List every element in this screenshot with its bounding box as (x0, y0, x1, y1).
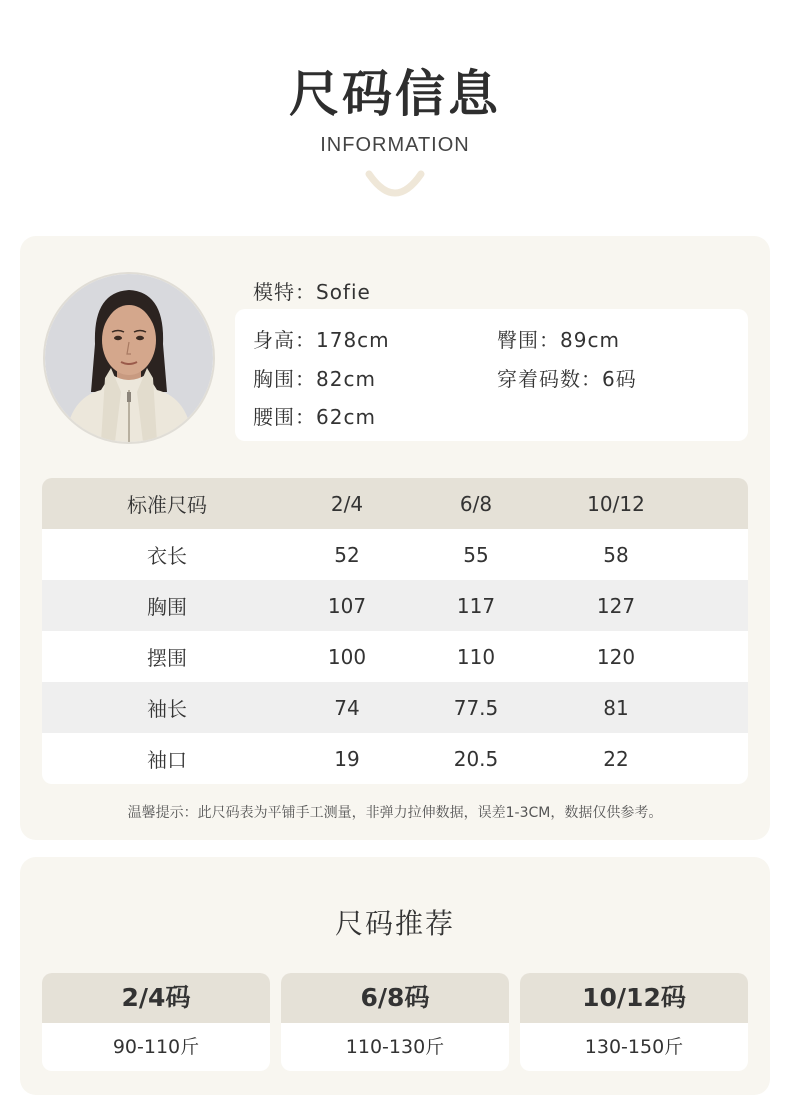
table-cell: 衣长 (42, 529, 292, 580)
model-bust: 胸围：82cm (253, 367, 376, 391)
table-cell-spacer (682, 580, 748, 631)
table-row (42, 580, 748, 631)
table-cell: 袖口 (42, 733, 292, 784)
table-cell-spacer (682, 529, 748, 580)
model-worn-size: 穿着码数：6码 (497, 367, 637, 391)
table-row (42, 529, 748, 580)
page-title: 尺码信息 (289, 65, 501, 123)
recommend-item (281, 973, 509, 1071)
table-cell-spacer (682, 631, 748, 682)
table-cell: 127 (550, 580, 682, 631)
table-cell: 22 (550, 733, 682, 784)
smile-decoration (363, 168, 427, 202)
size-table-header-spacer (682, 478, 748, 529)
model-avatar (43, 272, 215, 444)
table-cell: 100 (292, 631, 402, 682)
recommend-item (42, 973, 270, 1071)
recommend-size: 10/12码 (520, 973, 748, 1023)
table-cell: 胸围 (42, 580, 292, 631)
size-table-header: 6/8 (402, 478, 550, 529)
recommend-weight: 130-150斤 (584, 1036, 684, 1058)
table-cell: 20.5 (402, 733, 550, 784)
table-cell: 117 (402, 580, 550, 631)
table-cell-spacer (682, 733, 748, 784)
size-table (42, 478, 748, 784)
recommend-size: 6/8码 (281, 973, 509, 1023)
table-cell: 77.5 (402, 682, 550, 733)
table-cell: 120 (550, 631, 682, 682)
table-cell-spacer (682, 682, 748, 733)
table-cell: 81 (550, 682, 682, 733)
recommend-size: 2/4码 (42, 973, 270, 1023)
size-table-header: 10/12 (550, 478, 682, 529)
model-height: 身高：178cm (253, 328, 390, 352)
table-cell: 107 (292, 580, 402, 631)
table-cell: 110 (402, 631, 550, 682)
size-table-header-row (42, 478, 748, 529)
table-row (42, 733, 748, 784)
table-cell: 58 (550, 529, 682, 580)
recommend-weight: 90-110斤 (112, 1036, 200, 1058)
model-name: 模特：Sofie (253, 280, 371, 304)
size-table-header: 2/4 (292, 478, 402, 529)
recommend-title: 尺码推荐 (334, 907, 455, 940)
table-row (42, 631, 748, 682)
table-cell: 74 (292, 682, 402, 733)
recommend-item (520, 973, 748, 1071)
model-photo-icon (45, 274, 213, 442)
table-cell: 52 (292, 529, 402, 580)
page-subtitle: INFORMATION (320, 134, 470, 156)
model-hip: 臀围：89cm (497, 328, 620, 352)
size-table-header: 标准尺码 (42, 478, 292, 529)
table-cell: 55 (402, 529, 550, 580)
measurement-note: 温馨提示：此尺码表为平铺手工测量，非弹力拉伸数据，误差1-3CM，数据仅供参考。 (127, 805, 663, 821)
table-cell: 19 (292, 733, 402, 784)
table-cell: 袖长 (42, 682, 292, 733)
table-row (42, 682, 748, 733)
recommend-weight: 110-130斤 (345, 1036, 445, 1058)
table-cell: 摆围 (42, 631, 292, 682)
model-waist: 腰围：62cm (253, 405, 376, 429)
